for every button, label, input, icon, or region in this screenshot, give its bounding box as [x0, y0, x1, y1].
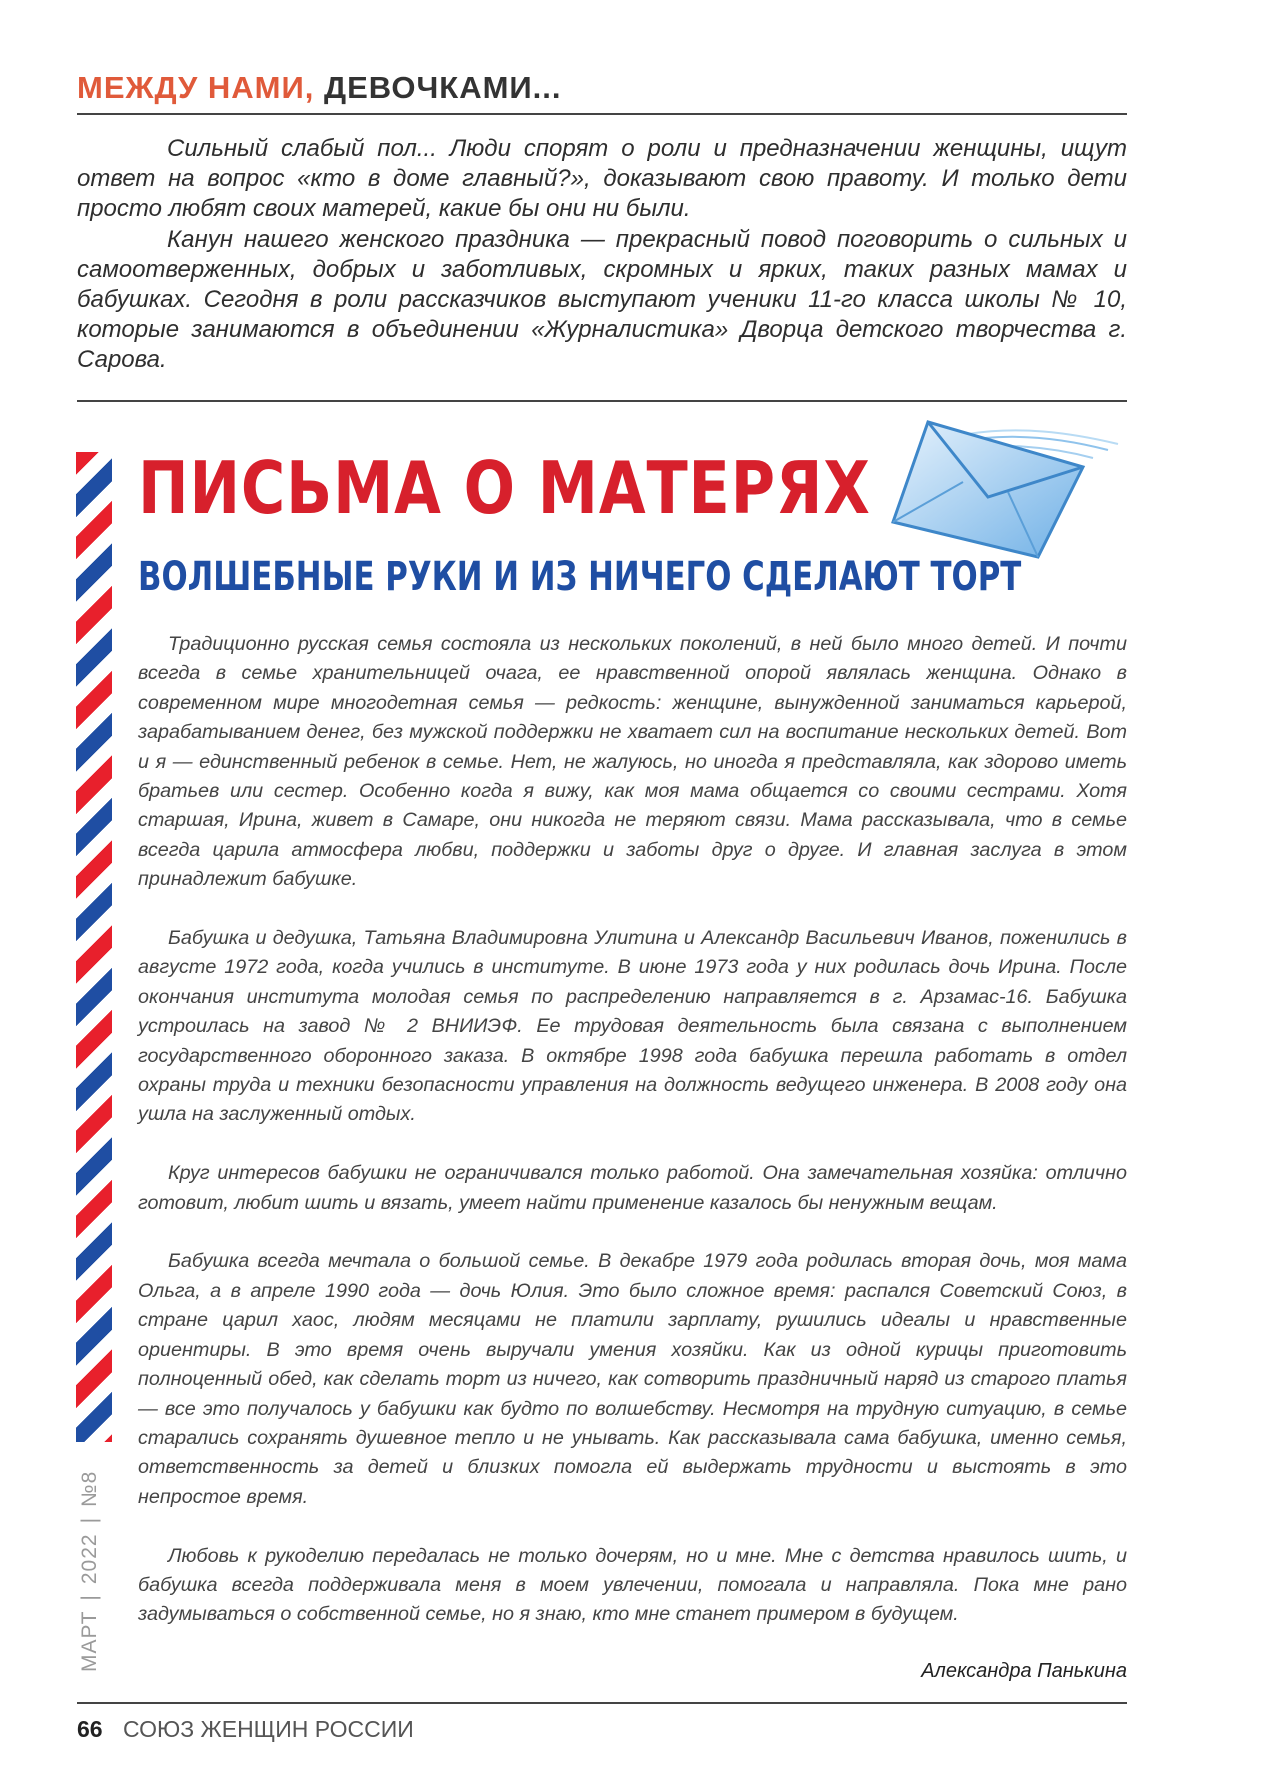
header-divider — [77, 113, 1127, 115]
article-paragraph: Круг интересов бабушки не ограничивался только работой. Она замечательная хозяйка: отлично готовит, любит шить и вязать, умеет найти применение казалось бы ненужным вещам. — [138, 1162, 1127, 1214]
section-header-rest: ДЕВОЧКАМИ... — [324, 70, 562, 105]
issue-year: 2022 — [78, 1533, 101, 1585]
article-body — [138, 630, 1127, 1659]
page-number: 66 — [77, 1716, 103, 1742]
footer-divider — [77, 1702, 1127, 1704]
publication-name: СОЮЗ ЖЕНЩИН РОССИИ — [122, 1716, 414, 1742]
issue-info — [78, 1471, 102, 1672]
issue-number: №8 — [78, 1470, 101, 1507]
article-paragraph: Бабушка и дедушка, Татьяна Владимировна Улитина и Александр Васильевич Иванов, поженились в августе 1972 года, когда учились в институте. В июне 1973 года у них родилась дочь Ирина. После окончания института молодая семья по распределению направляется в г. Арзамас-16. Бабушка устроилась на завод № 2 ВНИИЭФ. Ее трудовая деятельность была связана с выполнением государственного оборонного заказа. В октябре 1998 года бабушка перешла работать в отдел охраны труда и техники безопасности управления на должность ведущего инженера. В 2008 году она ушла на заслуженный отдых. — [138, 927, 1127, 1126]
intro-divider — [77, 400, 1127, 402]
intro-paragraph: Канун нашего женского праздника — прекрасный повод поговорить о сильных и самоотверженных, добрых и заботливых, скромных и ярких, таких разных мамах и бабушках. Сегодня в роли рассказчиков выступают ученики 11-го класса школы № 10, которые занимаются в объединении «Журналистика» Дворца детского творчества г. Сарова. — [77, 225, 1127, 374]
issue-divider: | — [78, 1594, 101, 1601]
article-paragraph: Бабушка всегда мечтала о большой семье. В декабре 1979 года родилась вторая дочь, моя мама Ольга, а в апреле 1990 года — дочь Юлия. Это было сложное время: распался Советский Союз, в стране царил хаос, людям месяцами не платили зарплату, рушились идеалы и нравственные ориентиры. В это время очень выручали умения хозяйки. Как из одной курицы приготовить полноценный обед, как сделать торт из ничего, как сотворить праздничный наряд из старого платья — все это получалось у бабушки как будто по волшебству. Несмотря на трудную ситуацию, в семье старались сохранять душевное тепло и не унывать. Как рассказывала сама бабушка, именно семья, ответственность за детей и близких помогла ей выдержать трудности и выстоять в это непростое время. — [138, 1250, 1127, 1508]
article-paragraph: Любовь к рукоделию передалась не только дочерям, но и мне. Мне с детства нравилось шить, и бабушка всегда поддерживала меня в моем увлечении, помогала и направляла. Пока мне рано задумываться о собственной семье, но я знаю, кто мне станет примером в будущем. — [138, 1544, 1127, 1626]
intro-paragraph: Сильный слабый пол... Люди спорят о роли и предназначении женщины, ищут ответ на вопрос «кто в доме главный?», доказывают свою правоту. И только дети просто любят своих матерей, какие бы они ни были. — [77, 135, 1127, 223]
issue-divider: | — [78, 1516, 101, 1524]
section-header — [77, 70, 1127, 106]
envelope-icon — [888, 412, 1128, 562]
article-title: ПИСЬМА О МАТЕРЯХ — [138, 446, 871, 530]
article-paragraph: Традиционно русская семья состояла из нескольких поколений, в ней было много детей. И почти всегда в семье хранительницей очага, ее нравственной опорой являлась женщина. Однако в современном мире многодетная семья — редкость: женщине, вынужденной заниматься карьерой, зарабатыванием денег, без мужской поддержки не хватает сил на воспитание нескольких детей. Вот и я — единственный ребенок в семье. Нет, не жалуюсь, но иногда я представляла, как здорово иметь братьев или сестер. Особенно когда я вижу, как моя мама общается со своими сестрами. Хотя старшая, Ирина, живет в Самаре, они никогда не теряют связи. Мама рассказывала, что в семье всегда царила атмосфера любви, поддержки и заботы друг о друге. И главная заслуга в этом принадлежит бабушке. — [138, 633, 1127, 891]
page-footer — [77, 1716, 414, 1743]
article-author: Александра Панькина — [921, 1660, 1127, 1682]
section-header-highlight: МЕЖДУ НАМИ, — [77, 70, 315, 105]
decorative-stripe — [76, 452, 112, 1442]
intro-text — [77, 134, 1127, 376]
article-subtitle: ВОЛШЕБНЫЕ РУКИ И ИЗ НИЧЕГО СДЕЛАЮТ ТОРТ — [138, 554, 1022, 600]
issue-month: МАРТ — [78, 1610, 101, 1672]
